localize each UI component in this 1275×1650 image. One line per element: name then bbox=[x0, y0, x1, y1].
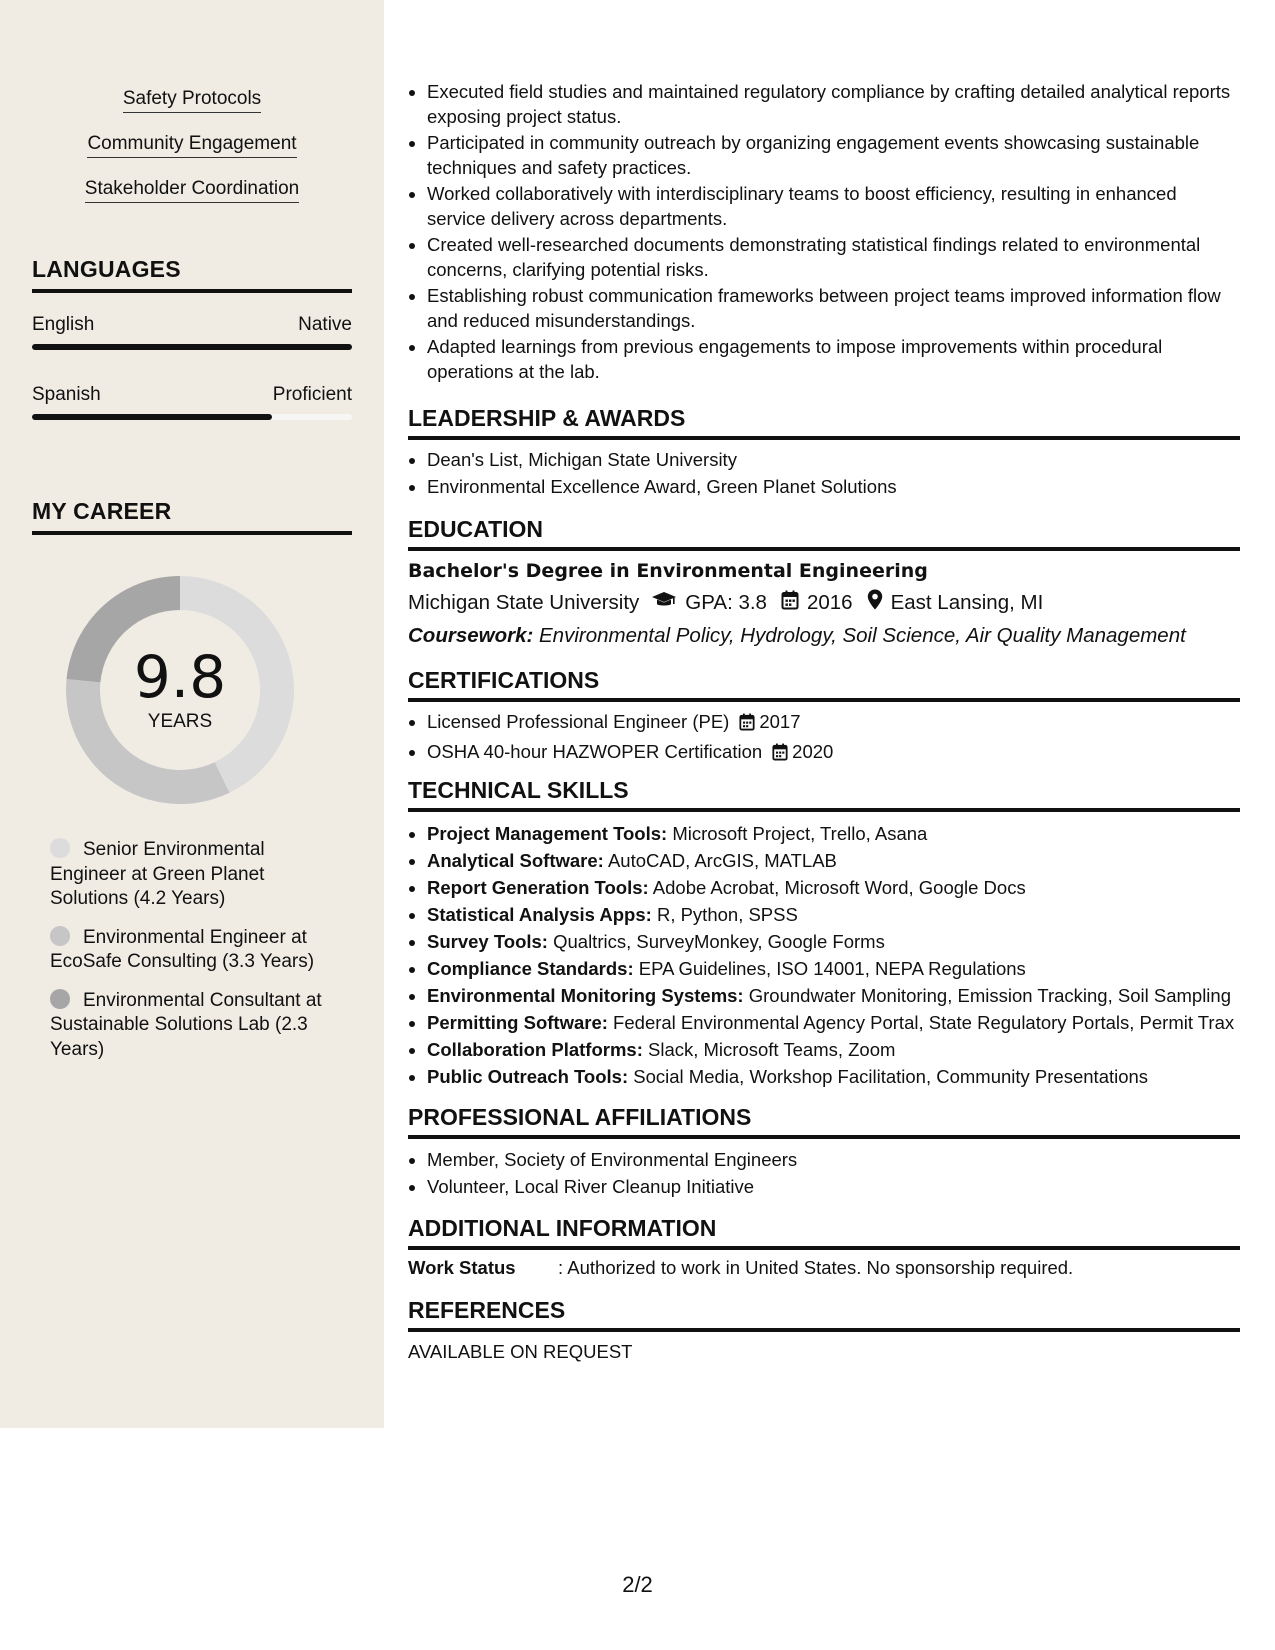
references-text: AVAILABLE ON REQUEST bbox=[408, 1341, 633, 1362]
career-item: Environmental Engineer at EcoSafe Consulting (3.3 Years) bbox=[50, 926, 315, 972]
technical-skill-item: • Permitting Software: Federal Environmental Agency Portal, State Regulatory Portals, Permit Trax bbox=[427, 1010, 1240, 1035]
career-dot-icon bbox=[50, 926, 70, 946]
language-bar-fill bbox=[32, 414, 272, 420]
experience-bullet: • Executed field studies and maintained regulatory compliance by crafting detailed analytical reports exposing project status. bbox=[427, 80, 1240, 129]
education-gpa: GPA: 3.8 bbox=[685, 590, 767, 614]
skill-item: Community Engagement bbox=[0, 133, 384, 155]
career-heading: MY CAREER bbox=[32, 498, 352, 535]
language-row bbox=[32, 314, 352, 336]
affiliation-item: • Member, Society of Environmental Engineers bbox=[427, 1148, 1240, 1173]
language-name: English bbox=[32, 314, 95, 335]
calendar-icon bbox=[772, 743, 788, 768]
skill-item: Stakeholder Coordination bbox=[0, 178, 384, 200]
coursework-label: Coursework: bbox=[408, 624, 534, 647]
technical-skill-item: • Environmental Monitoring Systems: Groundwater Monitoring, Emission Tracking, Soil Sampling bbox=[427, 983, 1240, 1008]
work-status-row bbox=[408, 1257, 1240, 1279]
affiliations-heading: PROFESSIONAL AFFILIATIONS bbox=[408, 1103, 1240, 1139]
career-dot-icon bbox=[50, 989, 70, 1009]
location-pin-icon bbox=[867, 589, 883, 616]
language-level: Native bbox=[298, 314, 352, 335]
additional-info-heading: ADDITIONAL INFORMATION bbox=[408, 1214, 1240, 1250]
experience-bullet: • Adapted learnings from previous engagements to impose improvements within procedural operations at the lab. bbox=[427, 335, 1240, 384]
certification-item: • OSHA 40-hour HAZWOPER Certification 2020 bbox=[427, 740, 1240, 768]
calendar-icon bbox=[739, 713, 755, 738]
coursework-list: Environmental Policy, Hydrology, Soil Science, Air Quality Management bbox=[533, 624, 1186, 647]
technical-skill-item: • Analytical Software: AutoCAD, ArcGIS, MATLAB bbox=[427, 848, 1240, 873]
certification-item: • Licensed Professional Engineer (PE) 2017 bbox=[427, 710, 1240, 738]
graduation-cap-icon bbox=[651, 591, 677, 615]
leadership-list bbox=[408, 448, 1240, 501]
education-heading: EDUCATION bbox=[408, 515, 1240, 551]
education-entry bbox=[408, 560, 1240, 648]
career-item: Senior Environmental Engineer at Green Planet Solutions (4.2 Years) bbox=[50, 839, 265, 909]
sidebar bbox=[0, 0, 384, 1428]
work-status-label: Work Status bbox=[408, 1257, 516, 1278]
certification-year: 2020 bbox=[792, 740, 834, 762]
education-degree: Bachelor's Degree in Environmental Engineering bbox=[408, 560, 928, 582]
technical-skill-item: • Collaboration Platforms: Slack, Microsoft Teams, Zoom bbox=[427, 1037, 1240, 1062]
technical-skill-item: • Report Generation Tools: Adobe Acrobat, Microsoft Word, Google Docs bbox=[427, 875, 1240, 900]
technical-skills-list bbox=[408, 821, 1240, 1091]
career-total bbox=[65, 645, 295, 733]
skill-item: Safety Protocols bbox=[0, 88, 384, 110]
page-number: 2/2 bbox=[622, 1572, 653, 1597]
career-total-unit: YEARS bbox=[147, 711, 213, 732]
language-row bbox=[32, 384, 352, 406]
education-year: 2016 bbox=[806, 590, 853, 614]
career-total-number: 9.8 bbox=[133, 643, 227, 711]
language-bar bbox=[32, 344, 352, 350]
certification-year: 2017 bbox=[759, 711, 801, 732]
calendar-icon bbox=[781, 590, 799, 616]
affiliations-list bbox=[408, 1148, 1240, 1201]
leadership-heading: LEADERSHIP & AWARDS bbox=[408, 404, 1240, 440]
work-status-value: : Authorized to work in United States. No sponsorship required. bbox=[558, 1257, 1074, 1278]
experience-bullet: • Created well-researched documents demonstrating statistical findings related to environmental concerns, clarifying potential risks. bbox=[427, 233, 1240, 282]
certifications-list bbox=[408, 710, 1240, 769]
technical-skill-item: • Survey Tools: Qualtrics, SurveyMonkey, Google Forms bbox=[427, 929, 1240, 954]
career-dot-icon bbox=[50, 838, 70, 858]
technical-skill-item: • Statistical Analysis Apps: R, Python, SPSS bbox=[427, 902, 1240, 927]
leadership-item: • Dean's List, Michigan State University bbox=[427, 448, 1240, 473]
technical-skill-item: • Compliance Standards: EPA Guidelines, ISO 14001, NEPA Regulations bbox=[427, 956, 1240, 981]
languages-heading: LANGUAGES bbox=[32, 256, 352, 293]
language-level: Proficient bbox=[272, 384, 352, 405]
experience-bullet: • Participated in community outreach by organizing engagement events showcasing sustainable techniques and safety practices. bbox=[427, 131, 1240, 180]
language-bar-fill bbox=[32, 344, 352, 350]
experience-bullets bbox=[408, 80, 1240, 386]
education-location: East Lansing, MI bbox=[890, 590, 1044, 614]
career-item: Environmental Consultant at Sustainable Solutions Lab (2.3 Years) bbox=[50, 989, 322, 1060]
experience-bullet: • Worked collaboratively with interdisciplinary teams to boost efficiency, resulting in enhanced service delivery across departments. bbox=[427, 182, 1240, 231]
education-school: Michigan State University bbox=[408, 590, 640, 614]
experience-bullet: • Establishing robust communication frameworks between project teams improved information flow and reduced misunderstandings. bbox=[427, 284, 1240, 333]
certifications-heading: CERTIFICATIONS bbox=[408, 666, 1240, 702]
education-details bbox=[408, 589, 1240, 616]
language-bar bbox=[32, 414, 352, 420]
technical-skill-item: • Public Outreach Tools: Social Media, Workshop Facilitation, Community Presentations bbox=[427, 1064, 1240, 1089]
references-heading: REFERENCES bbox=[408, 1296, 1240, 1332]
technical-skill-item: • Project Management Tools: Microsoft Project, Trello, Asana bbox=[427, 821, 1240, 846]
leadership-item: • Environmental Excellence Award, Green Planet Solutions bbox=[427, 475, 1240, 500]
technical-skills-heading: TECHNICAL SKILLS bbox=[408, 776, 1240, 812]
affiliation-item: • Volunteer, Local River Cleanup Initiative bbox=[427, 1175, 1240, 1200]
education-coursework bbox=[408, 624, 1240, 648]
career-list bbox=[50, 838, 340, 1076]
language-name: Spanish bbox=[32, 384, 101, 405]
